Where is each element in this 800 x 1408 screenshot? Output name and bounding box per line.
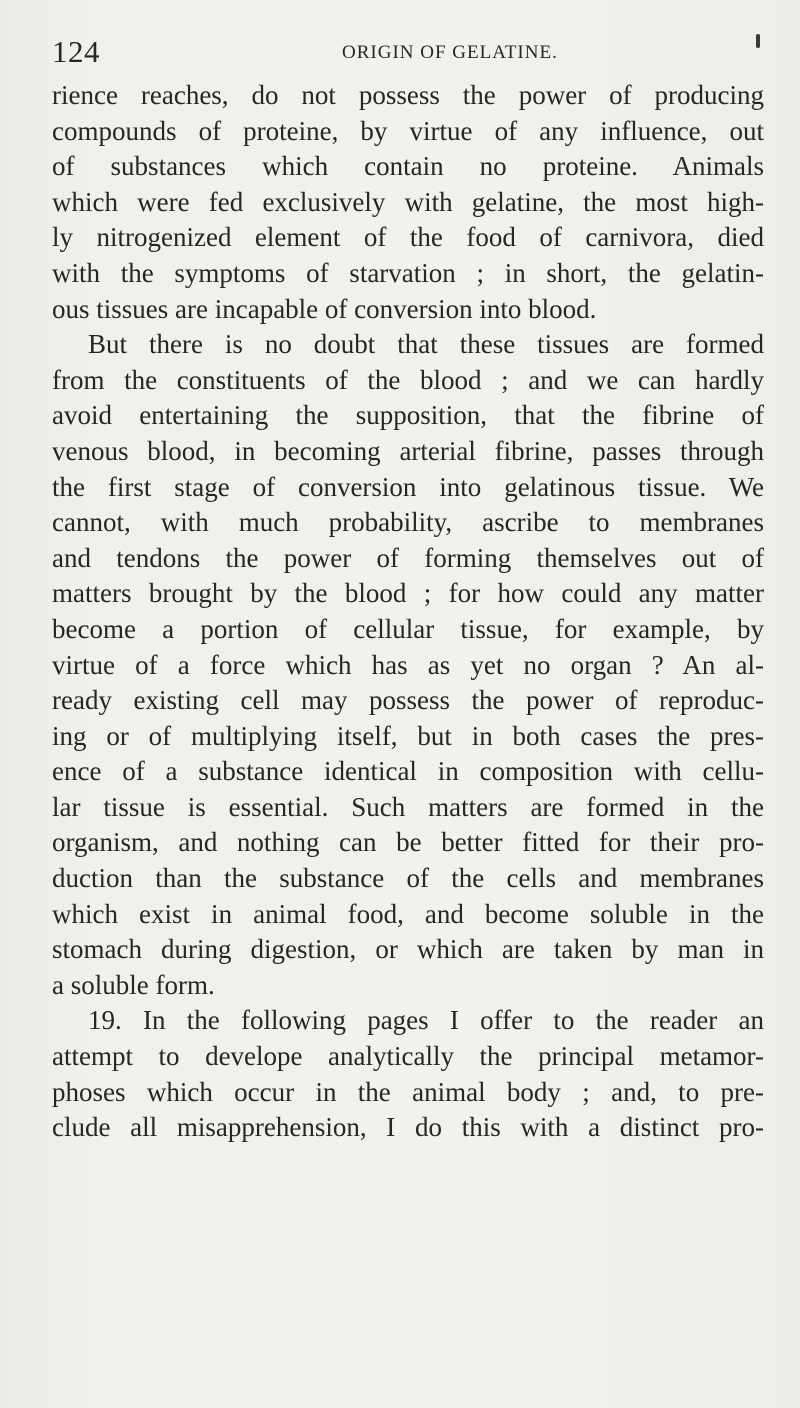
- text-line: phoses which occur in the animal body ; and, to pre-: [52, 1076, 764, 1107]
- text-line: of substances which contain no proteine. Animals: [52, 151, 764, 182]
- text-line: cannot, with much probability, ascribe to membranes: [52, 507, 764, 538]
- text-line: a soluble form.: [52, 969, 215, 1000]
- text-line: become a portion of cellular tissue, for example, by: [52, 613, 764, 644]
- text-line: which exist in animal food, and become soluble in the: [52, 898, 764, 929]
- text-line: with the symptoms of starvation ; in short, the gelatin-: [52, 257, 764, 288]
- text-line: attempt to develope analytically the principal metamor-: [52, 1041, 764, 1072]
- text-line: venous blood, in becoming arterial fibrine, passes through: [52, 435, 764, 466]
- text-line: virtue of a force which has as yet no organ ? An al-: [52, 649, 764, 680]
- text-line: the first stage of conversion into gelatinous tissue. We: [52, 471, 764, 502]
- text-line: But there is no doubt that these tissues are formed: [88, 329, 764, 360]
- page-header: [52, 34, 764, 70]
- text-line: matters brought by the blood ; for how could any matter: [52, 578, 764, 609]
- text-line: 19. In the following pages I offer to the reader an: [88, 1005, 764, 1036]
- ink-mark: [756, 34, 760, 48]
- body-text: [52, 78, 764, 1146]
- text-line: duction than the substance of the cells and membranes: [52, 863, 764, 894]
- text-line: ready existing cell may possess the power of reproduc-: [52, 685, 764, 716]
- text-line: avoid entertaining the supposition, that the fibrine of: [52, 400, 764, 431]
- page-number: 124: [52, 34, 100, 69]
- text-line: ence of a substance identical in composition with cellu-: [52, 756, 764, 787]
- text-line: and tendons the power of forming themselves out of: [52, 542, 764, 573]
- text-line: from the constituents of the blood ; and we can hardly: [52, 364, 764, 395]
- text-line: clude all misapprehension, I do this with a distinct pro-: [52, 1112, 764, 1143]
- running-head: ORIGIN OF GELATINE.: [342, 42, 558, 63]
- text-line: rience reaches, do not possess the power of producing: [52, 80, 764, 110]
- text-line: organism, and nothing can be better fitted for their pro-: [52, 827, 764, 858]
- text-line: ous tissues are incapable of conversion into blood.: [52, 293, 597, 324]
- text-line: lar tissue is essential. Such matters are formed in the: [52, 791, 764, 822]
- text-line: ing or of multiplying itself, but in both cases the pres-: [52, 720, 764, 751]
- text-line: stomach during digestion, or which are taken by man in: [52, 934, 764, 965]
- text-line: compounds of proteine, by virtue of any influence, out: [52, 115, 764, 146]
- text-line: which were fed exclusively with gelatine, the most high-: [52, 186, 764, 217]
- text-line: ly nitrogenized element of the food of carnivora, died: [52, 222, 764, 253]
